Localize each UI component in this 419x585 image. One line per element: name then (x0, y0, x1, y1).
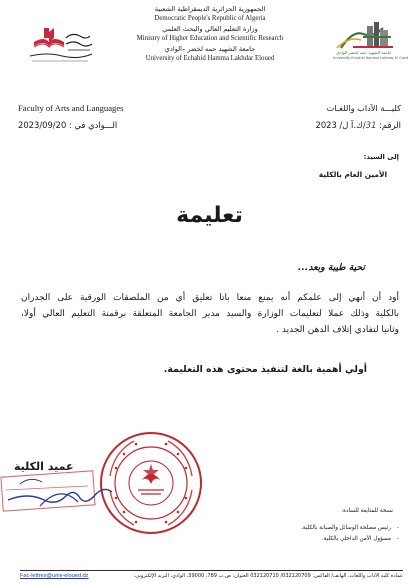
ministry-ar: وزارة التعليم العالي والبحث العلمي (162, 25, 258, 33)
ministry-en: Ministry of Higher Education and Scientific Research (136, 35, 284, 42)
bullet-icon: - (396, 536, 399, 542)
document-title: تعليمة (176, 203, 243, 228)
body-line-1: أود أن أنهي إلى علمكم أنه يمنع منعا باتا تعليق أي من الملصقات الورقية على الجدران (21, 293, 399, 303)
faculty-row (18, 103, 401, 117)
republic-en: Democratic People's Republic of Algeria (154, 15, 266, 22)
copies-list (301, 523, 399, 545)
importance-note: أولي أهمية بالغة لتنفيذ محتوى هذه التعليمة. (163, 364, 367, 375)
footer-address: عمادة كلية الآداب واللغات، الهاتف/ الفاكس: 032120709/ 032120710 العنوان: ص.ب 789، 39000، الوادي، البريد الإلكتروني: (133, 573, 403, 579)
ref-number-handwritten: 31 (365, 120, 377, 130)
body-text (21, 290, 399, 338)
footer-email-link[interactable]: Fac-lettres@univ-eloued.dz (20, 573, 89, 579)
list-item: -رئيس مصلحة الوسائل والصيانة بالكلية. (301, 523, 399, 534)
university-logo-text: جامعة الشهيد حمه لخضر الوادي (336, 50, 392, 55)
greeting: تحية طيبة وبعد... (297, 262, 365, 273)
ref-suffix: /ك.آ ل/ 2023 (315, 120, 366, 130)
bullet-icon: - (396, 525, 399, 531)
recipient-name: الأمين العام بالكلية (318, 170, 387, 179)
list-item: -مسؤول الأمن الداخلي بالكلية. (301, 534, 399, 545)
university-logo-subtext: University Echahid Hamma Lakhdar El Oued (333, 56, 409, 60)
ref-prefix: الرقم: (376, 120, 401, 130)
university-en: University of Echahid Hamma Lakhdar Eloued (145, 55, 275, 62)
university-building-logo-icon (333, 20, 409, 68)
date-line: الـــوادي في : 2023/09/20 (18, 120, 118, 130)
date-ref-row (18, 120, 401, 134)
footer-divider (20, 570, 403, 571)
recipient-label: إلى السيد: (363, 153, 399, 161)
body-line-3: وثانيا لتفادي إتلاف الدهن الجديد . (276, 325, 399, 335)
body-line-2: بالكلية وذلك عملا لتعليمات الوزارة والسيد مدير الجامعة المتعلقة برقمنة التعليم العالي أولا، (21, 309, 399, 319)
copies-heading: نسخة للمتابعة للسادة: (341, 508, 393, 514)
faculty-en: Faculty of Arts and Languages (18, 103, 124, 113)
reference-number (315, 120, 401, 130)
dean-title: عميد الكلية (14, 460, 74, 473)
republic-ar: الجمهورية الجزائرية الديمقراطية الشعبية (154, 5, 266, 13)
letterhead (112, 4, 308, 64)
faculty-ar: كليـــة الآداب واللغـات (326, 103, 401, 113)
faculty-logo-book-icon (28, 18, 94, 66)
university-ar: جامعة الشهيد حمه لخضر –الوادي (164, 45, 256, 53)
